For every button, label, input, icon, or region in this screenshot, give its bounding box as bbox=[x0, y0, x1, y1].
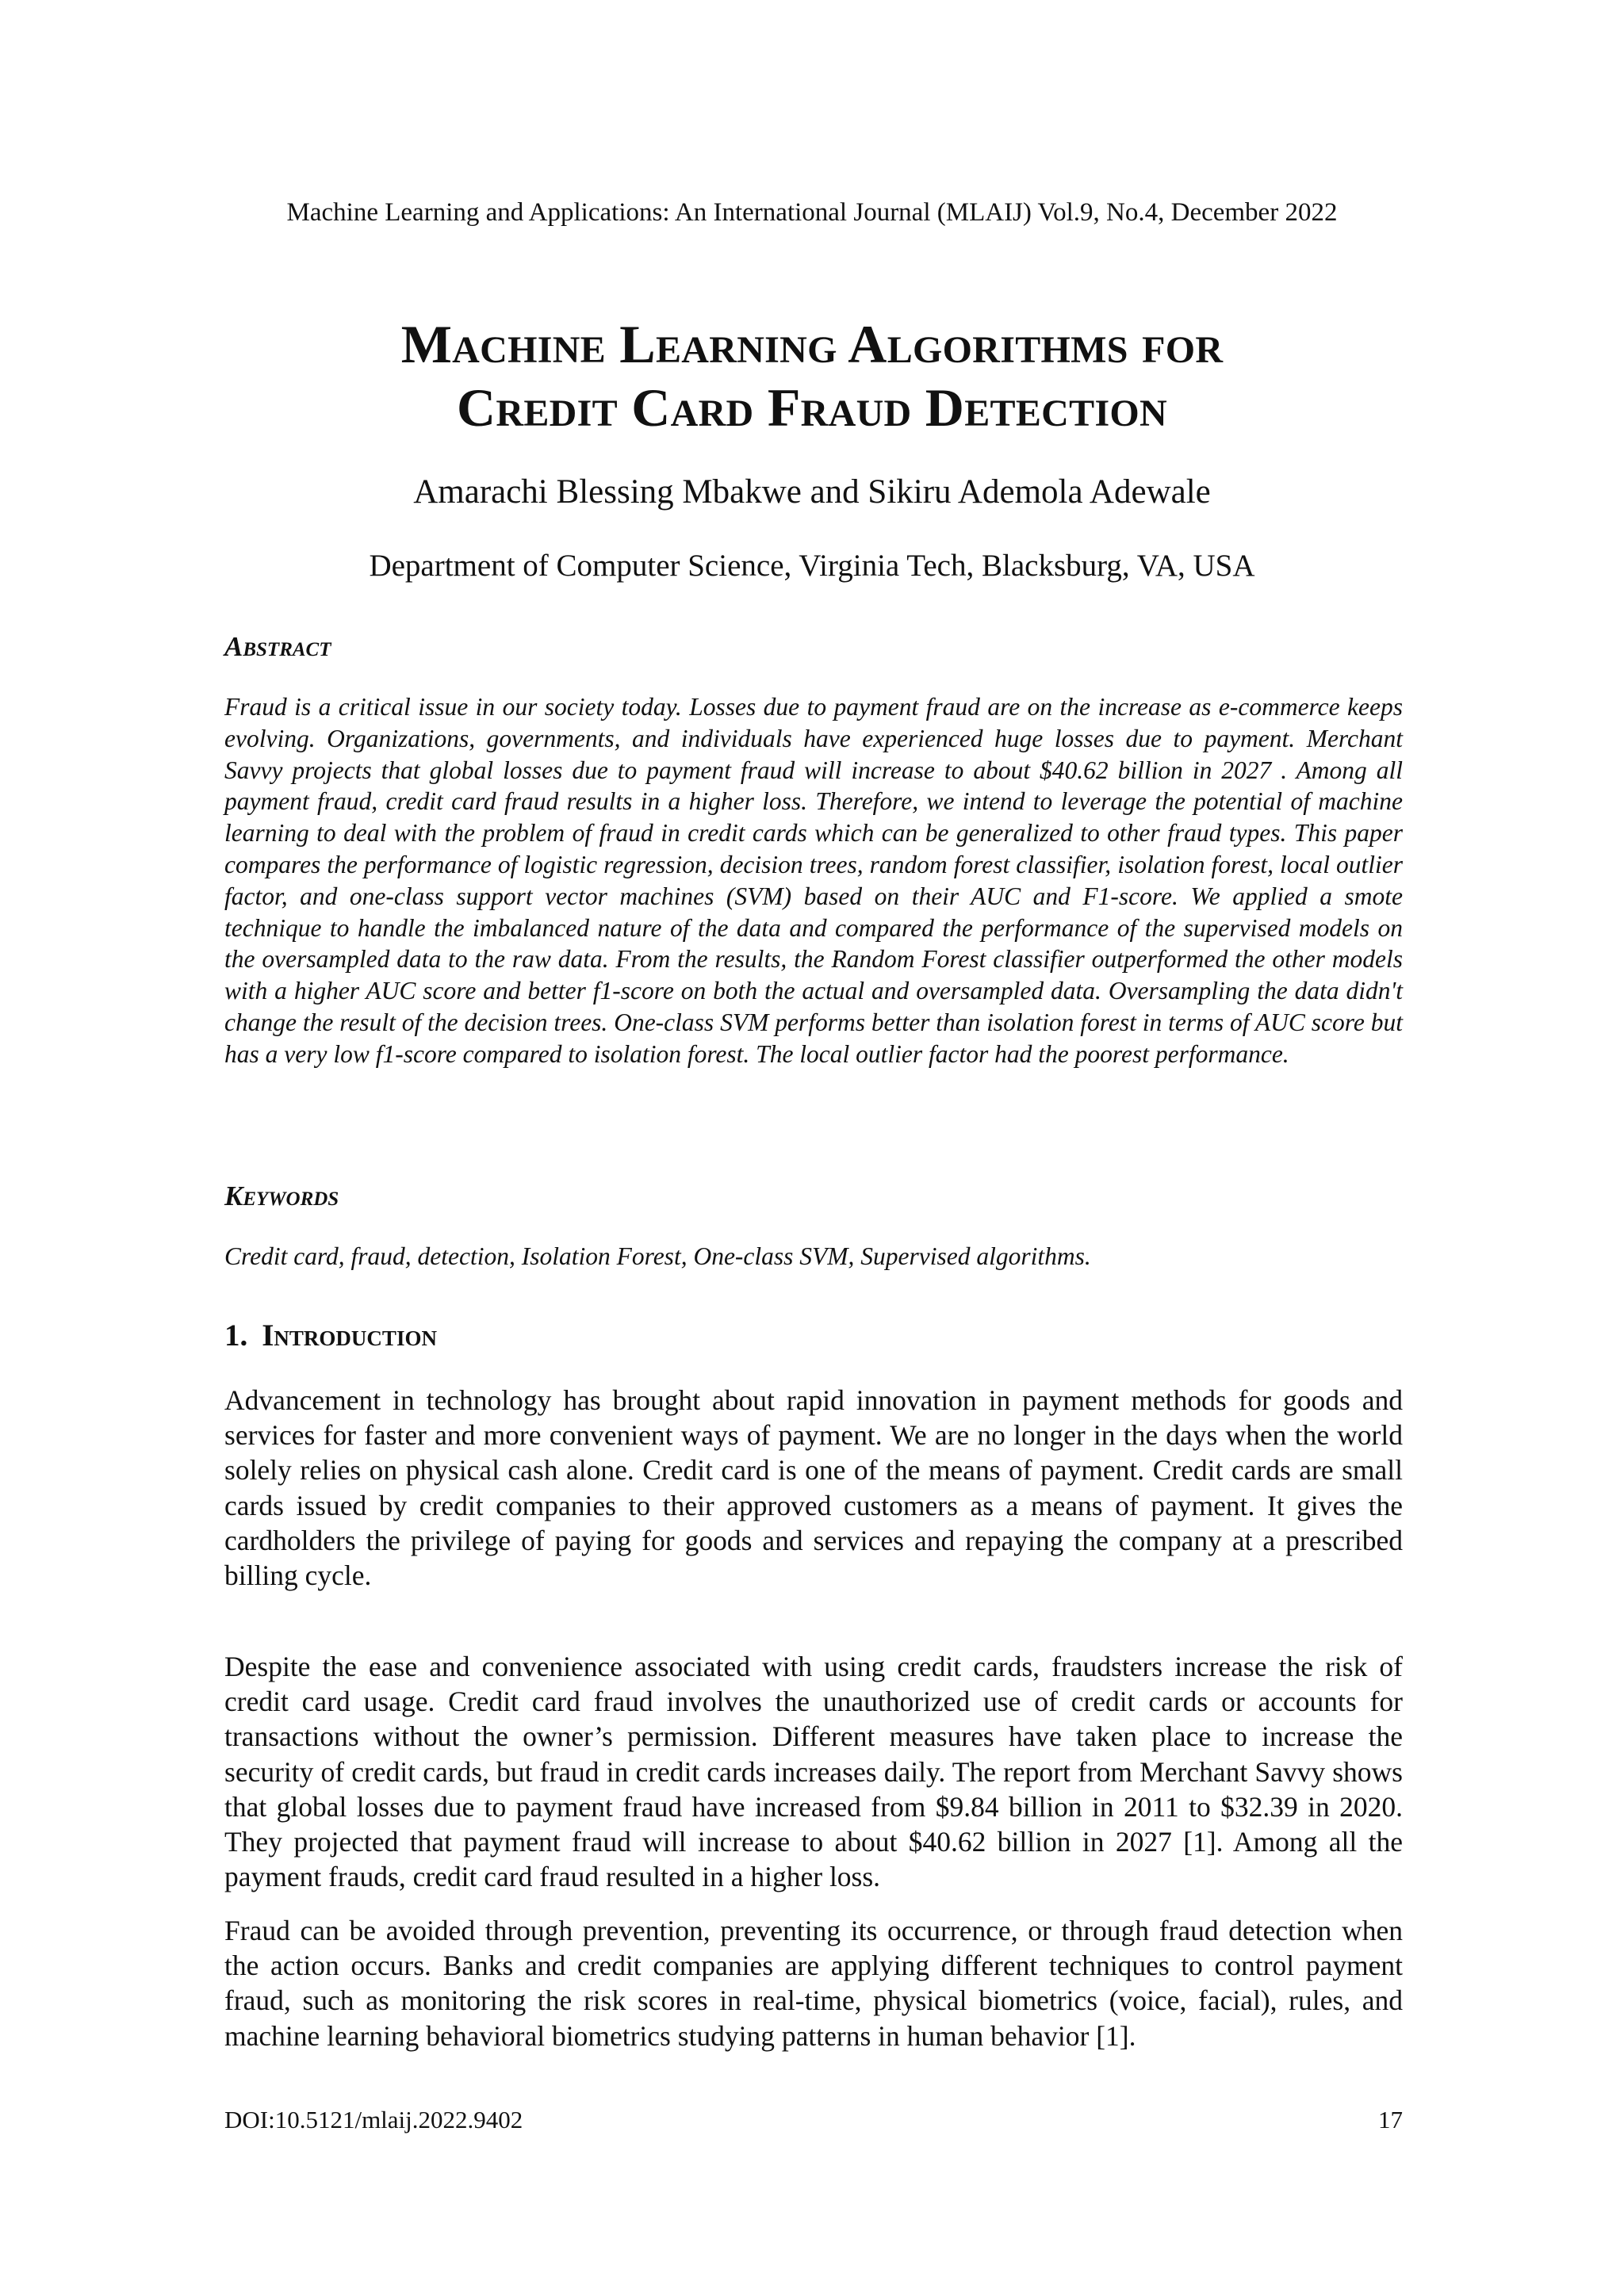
intro-paragraph-2: Despite the ease and convenience associated with using credit cards, fraudsters increase the risk of credit card usage. Credit card fraud involves the unauthorized use of credit cards or accounts for transactions without the owner’s permission. Different measures have taken place to increase the security of credit cards, but fraud in credit cards increases daily. The report from Merchant Savvy shows that global losses due to payment fraud have increased from $9.84 billion in 2011 to $32.39 in 2020. They projected that payment fraud will increase to about $40.62 billion in 2027 [1]. Among all the payment frauds, credit card fraud resulted in a higher loss. bbox=[224, 1651, 1403, 1893]
keywords-heading: Keywords bbox=[224, 1181, 339, 1211]
abstract-heading: Abstract bbox=[224, 631, 331, 662]
intro-paragraph-3: Fraud can be avoided through prevention, preventing its occurrence, or through fraud detection when the action occurs. Banks and credit companies are applying different techniques to control payment fraud, such as monitoring the risk scores in real-time, physical biometrics (voice, facial), rules, and machine learning behavioral biometrics studying patterns in human behavior [1]. bbox=[224, 1915, 1403, 2052]
running-head: Machine Learning and Applications: An International Journal (MLAIJ) Vol.9, No.4, December 2022 bbox=[286, 198, 1338, 227]
section-number: 1. bbox=[224, 1318, 248, 1353]
paper-title-line-1: Machine Learning Algorithms for bbox=[400, 314, 1224, 374]
page-number: 17 bbox=[1378, 2106, 1403, 2133]
paper-title bbox=[0, 312, 1624, 439]
abstract-text: Fraud is a critical issue in our society today. Losses due to payment fraud are on the increase as e-commerce keeps evolving. Organizations, governments, and individuals have experienced huge losses due to payment. Merchant Savvy projects that global losses due to payment fraud will increase to about $40.62 billion in 2027 . Among all payment fraud, credit card fraud results in a higher loss. Therefore, we intend to leverage the potential of machine learning to deal with the problem of fraud in credit cards which can be generalized to other fraud types. This paper compares the performance of logistic regression, decision trees, random forest classifier, isolation forest, local outlier factor, and one-class support vector machines (SVM) based on their AUC and F1-score. We applied a smote technique to handle the imbalanced nature of the data and compared the performance of the supervised models on the oversampled data to the raw data. From the results, the Random Forest classifier outperformed the other models with a higher AUC score and better f1-score on both the actual and oversampled data. Oversampling the data didn't change the result of the decision trees. One-class SVM performs better than isolation forest in terms of AUC score but has a very low f1-score compared to isolation forest. The local outlier factor had the poorest performance. bbox=[224, 693, 1403, 1068]
keywords-text: Credit card, fraud, detection, Isolation Forest, One-class SVM, Supervised algorithms. bbox=[224, 1242, 1091, 1270]
section-title: Introduction bbox=[262, 1318, 437, 1353]
author-affiliation: Department of Computer Science, Virginia Tech, Blacksburg, VA, USA bbox=[369, 549, 1255, 583]
section-heading-introduction bbox=[224, 1318, 437, 1354]
paper-title-line-2: Credit Card Fraud Detection bbox=[456, 377, 1168, 438]
footer-doi: DOI:10.5121/mlaij.2022.9402 bbox=[224, 2106, 523, 2133]
intro-paragraph-1: Advancement in technology has brought about rapid innovation in payment methods for goods and services for faster and more convenient ways of payment. We are no longer in the days when the world solely relies on physical cash alone. Credit card is one of the means of payment. Credit cards are small cards issued by credit companies to their approved customers as a means of payment. It gives the cardholders the privilege of paying for goods and services and repaying the company at a prescribed billing cycle. bbox=[224, 1384, 1403, 1592]
author-list: Amarachi Blessing Mbakwe and Sikiru Ademola Adewale bbox=[413, 473, 1211, 511]
